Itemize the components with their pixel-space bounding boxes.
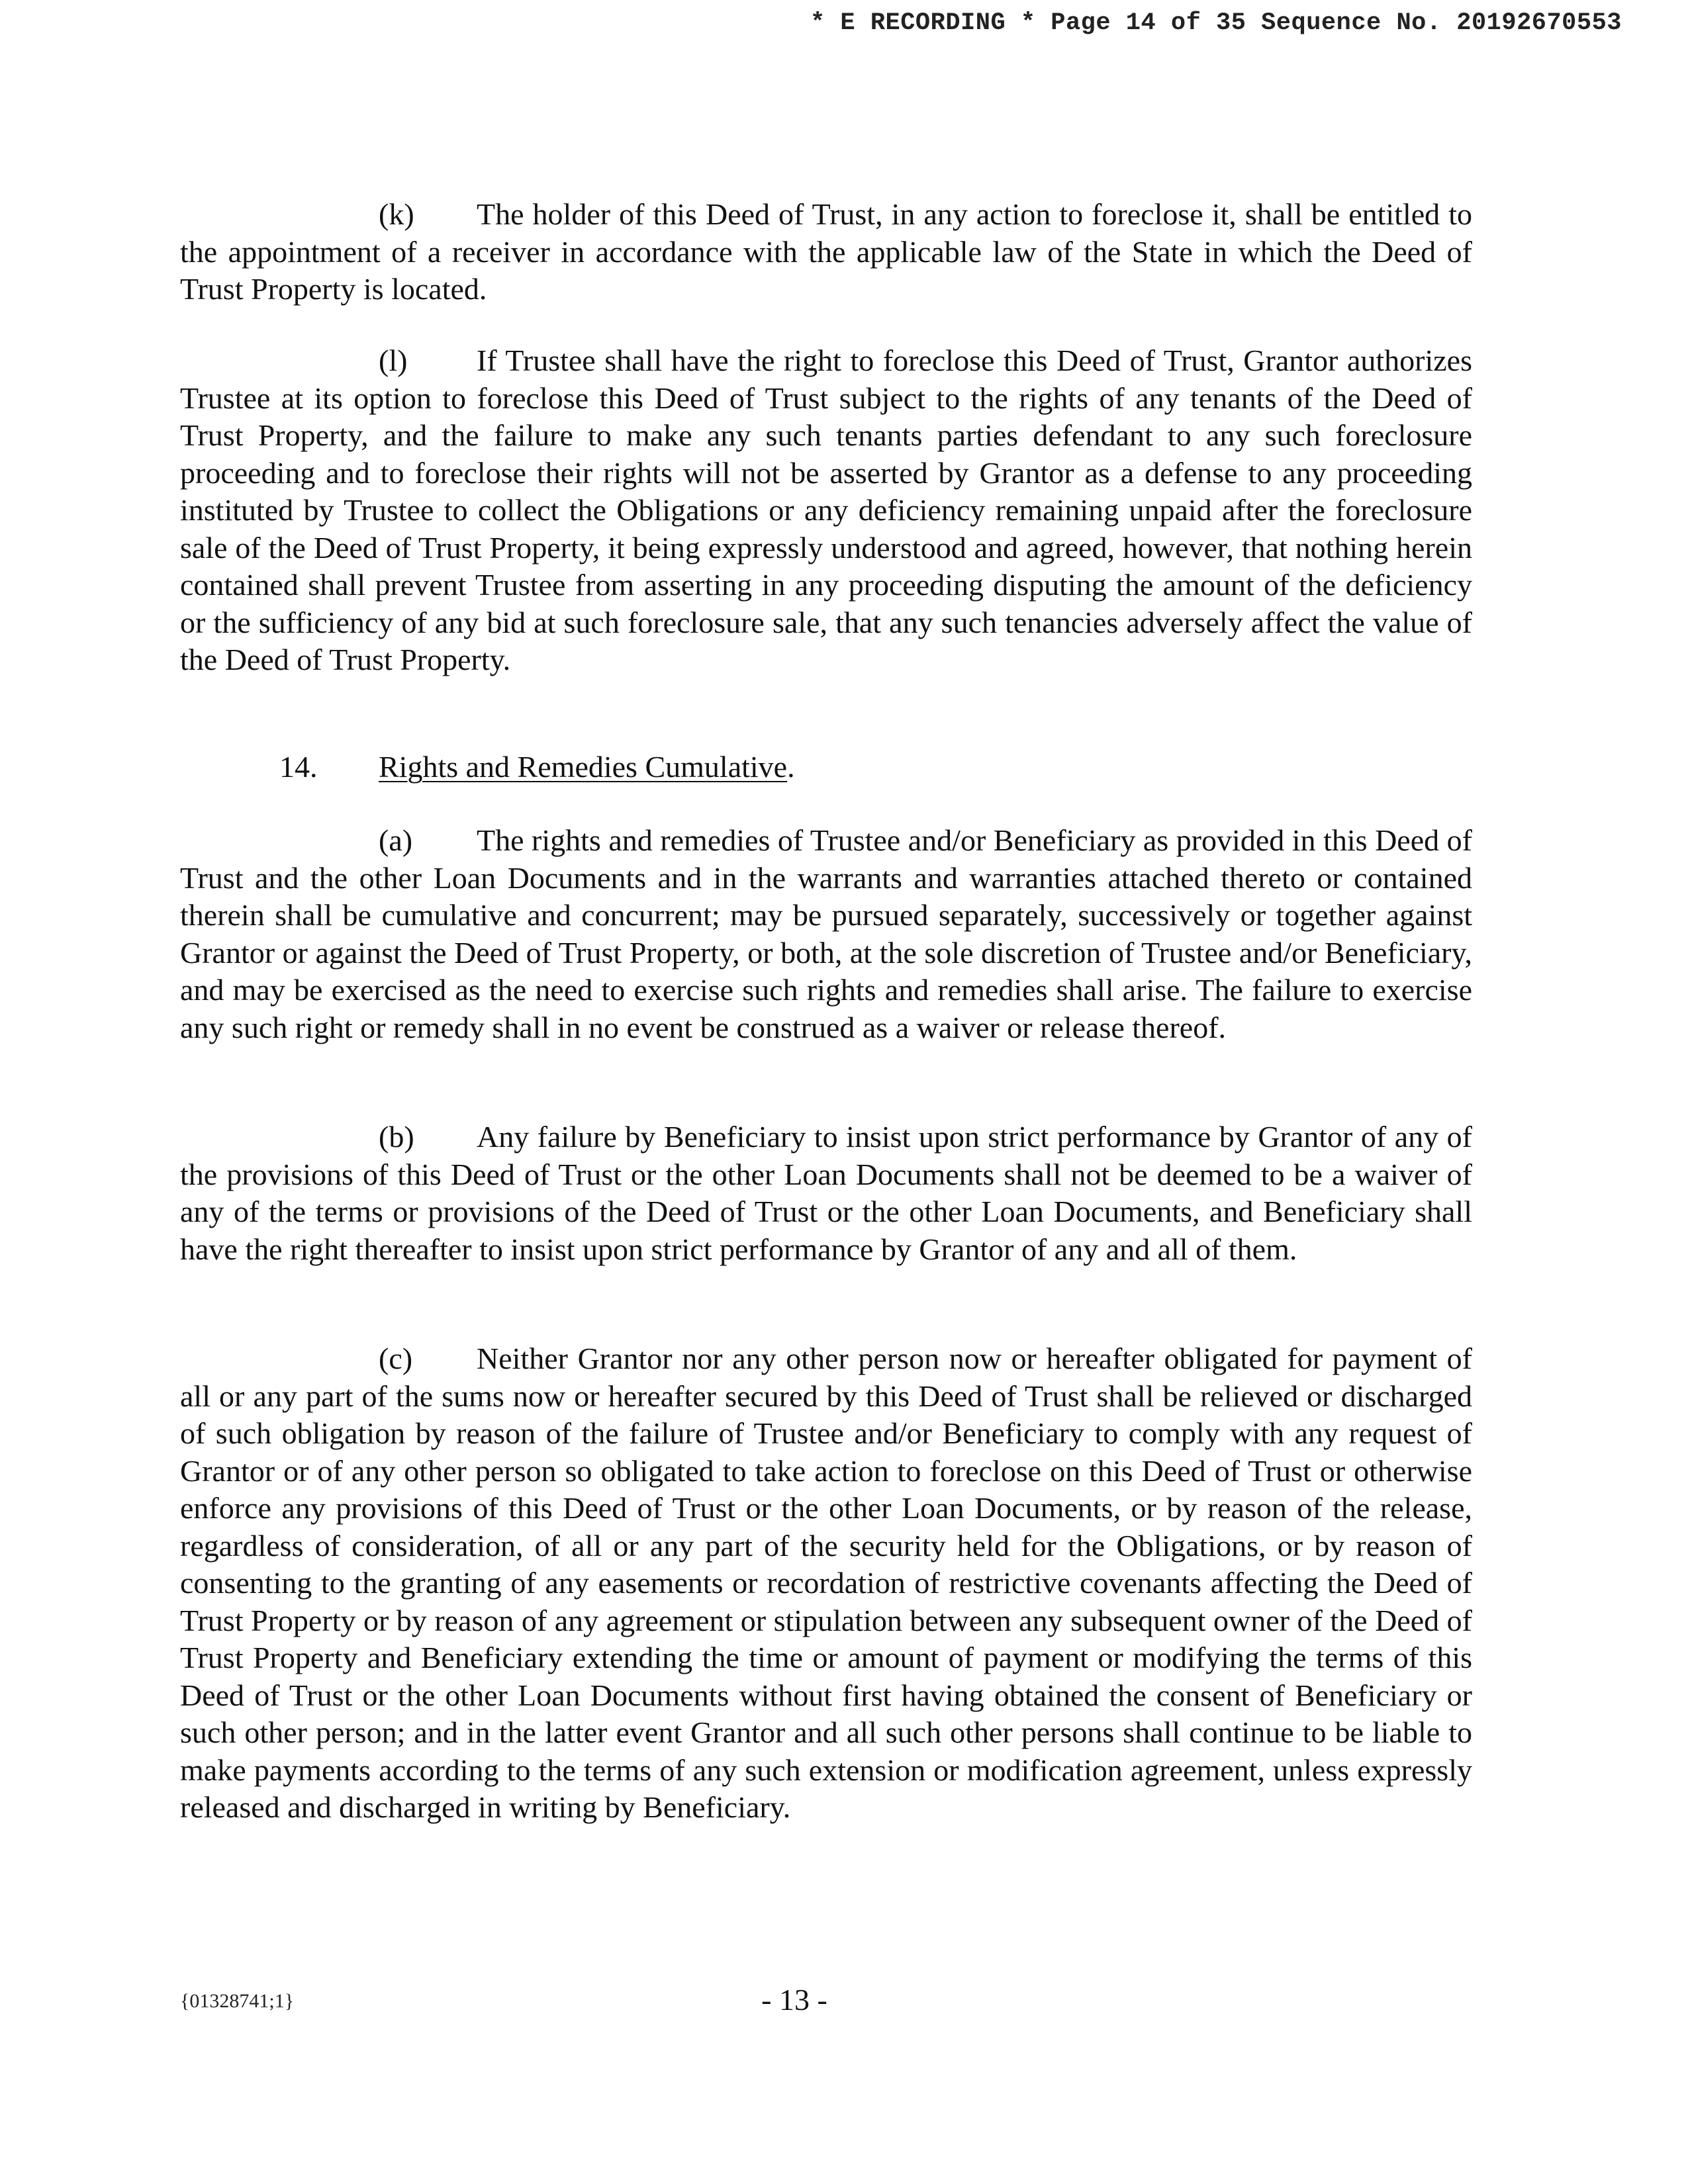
paragraph-14a-text: The rights and remedies of Trustee and/or Beneficiary as provided in this Deed of Trust and the other Loan Documents and in the warrants and warranties attached thereto or contained therein shall be cumulative and concurrent; may be pursued separately, successively or together against Grantor or against the Deed of Trust Property, or both, at the sole discretion of Trustee and/or Beneficiary, and may be exercised as the need to exercise such rights and remedies shall arise. The failure to exercise any such right or remedy shall in no event be construed as a waiver or release thereof. xyxy=(180,823,1472,1044)
paragraph-14b-text: Any failure by Beneficiary to insist upon strict performance by Grantor of any of the provisions of this Deed of Trust or the other Loan Documents shall not be deemed to be a waiver of any of the terms or provisions of the Deed of Trust or the other Loan Documents, and Beneficiary shall have the right thereafter to insist upon strict performance by Grantor of any and all of them. xyxy=(180,1120,1472,1266)
paragraph-14a xyxy=(180,822,1472,1046)
paragraph-l xyxy=(180,342,1472,679)
paragraph-14c-body xyxy=(180,1340,1472,1827)
document-id: {01328741;1} xyxy=(180,1990,295,2012)
paragraph-14c-label: (c) xyxy=(379,1342,413,1375)
paragraph-14b-body xyxy=(180,1118,1472,1268)
paragraph-14b-label: (b) xyxy=(379,1120,414,1154)
paragraph-l-label: (l) xyxy=(379,343,408,377)
paragraph-14c xyxy=(180,1340,1472,1827)
section-14-number: 14. xyxy=(279,750,318,784)
section-14-title: Rights and Remedies Cumulative xyxy=(379,750,788,784)
paragraph-14c-text: Neither Grantor nor any other person now or hereafter obligated for payment of all or any part of the sums now or hereafter secured by this Deed of Trust shall be relieved or discharged of such obligation by reason of the failure of Trustee and/or Beneficiary to comply with any request of Grantor or of any other person so obligated to take action to foreclose on this Deed of Trust or otherwise enforce any provisions of this Deed of Trust or the other Loan Documents, or by reason of the release, regardless of consideration, of all or any part of the security held for the Obligations, or by reason of consenting to the granting of any easements or recordation of restrictive covenants affecting the Deed of Trust Property or by reason of any agreement or stipulation between any subsequent owner of the Deed of Trust Property and Beneficiary extending the time or amount of payment or modifying the terms of this Deed of Trust or the other Loan Documents without first having obtained the consent of Beneficiary or such other person; and in the latter event Grantor and all such other persons shall continue to be liable to make payments according to the terms of any such extension or modification agreement, unless expressly released and discharged in writing by Beneficiary. xyxy=(180,1342,1472,1824)
paragraph-l-body xyxy=(180,342,1472,679)
section-14-title-suffix: . xyxy=(787,750,795,784)
section-14-heading xyxy=(279,749,795,786)
page-number: - 13 - xyxy=(761,1983,827,2017)
paragraph-l-text: If Trustee shall have the right to foreclose this Deed of Trust, Grantor authorizes Trustee at its option to foreclose this Deed of Trust subject to the rights of any tenants of the Deed of Trust Property, and the failure to make any such tenants parties defendant to any such foreclosure proceeding and to foreclose their rights will not be asserted by Grantor as a defense to any proceeding instituted by Trustee to collect the Obligations or any deficiency remaining unpaid after the foreclosure sale of the Deed of Trust Property, it being expressly understood and agreed, however, that nothing herein contained shall prevent Trustee from asserting in any proceeding disputing the amount of the deficiency or the sufficiency of any bid at such foreclosure sale, that any such tenancies adversely affect the value of the Deed of Trust Property. xyxy=(180,343,1472,676)
paragraph-k xyxy=(180,196,1472,308)
paragraph-14a-body xyxy=(180,822,1472,1046)
paragraph-14b xyxy=(180,1118,1472,1268)
paragraph-k-body xyxy=(180,196,1472,308)
paragraph-k-label: (k) xyxy=(379,197,414,231)
paragraph-14a-label: (a) xyxy=(379,823,413,857)
paragraph-k-text: The holder of this Deed of Trust, in any action to foreclose it, shall be entitled to the appointment of a receiver in accordance with the applicable law of the State in which the Deed of Trust Property is located. xyxy=(180,197,1472,306)
recording-stamp: * E RECORDING * Page 14 of 35 Sequence No. 20192670553 xyxy=(810,9,1622,37)
